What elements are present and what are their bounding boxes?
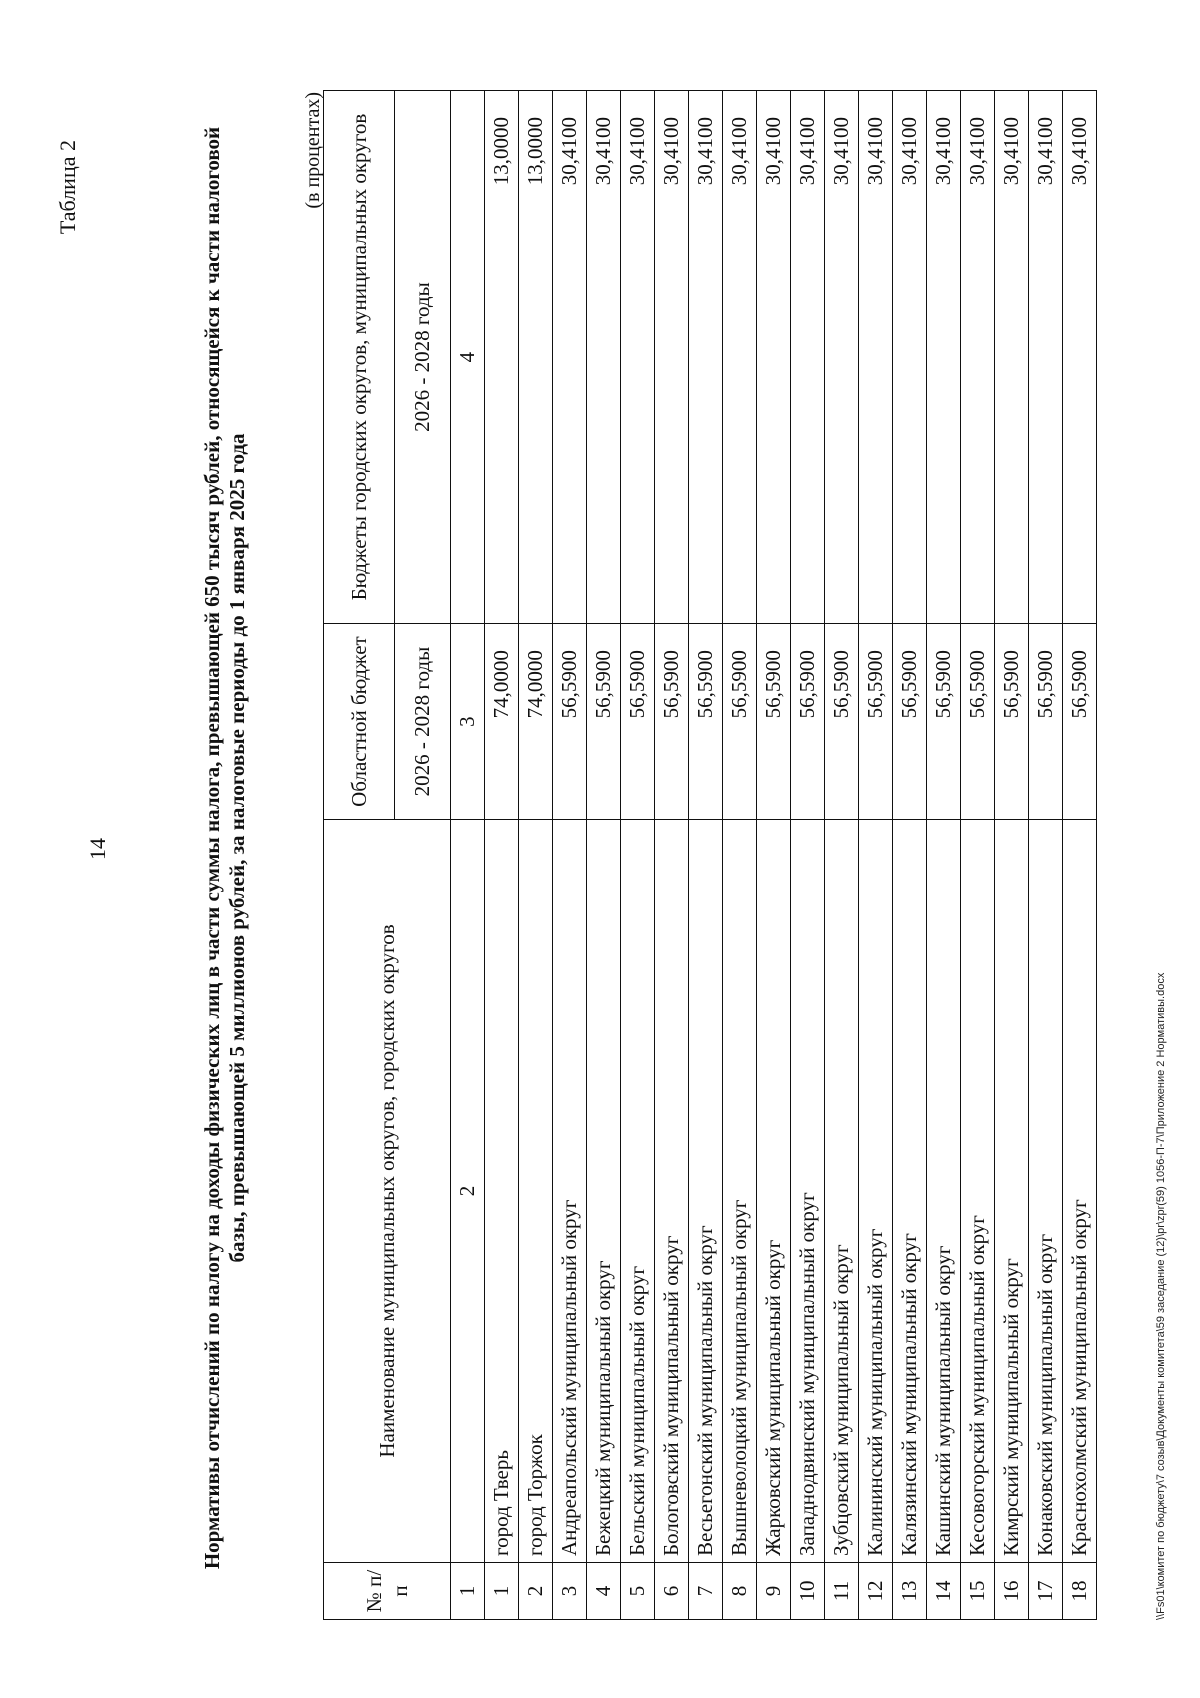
header-regional: Областной бюджет	[324, 624, 395, 820]
row-name: город Торжок	[519, 820, 553, 1563]
table-row	[621, 91, 655, 1620]
column-number: 2	[451, 820, 485, 1563]
row-name: Кесовогорский муниципальный округ	[961, 820, 995, 1563]
table-row	[757, 91, 791, 1620]
row-local-value: 30,4100	[825, 91, 859, 624]
table-row	[485, 91, 519, 1620]
row-name: Андреапольский муниципальный округ	[553, 820, 587, 1563]
table-label: Таблица 2	[55, 140, 80, 235]
row-local-value: 13,0000	[485, 91, 519, 624]
row-number: 17	[1029, 1563, 1063, 1620]
table-row	[655, 91, 689, 1620]
row-name: Бологовский муниципальный округ	[655, 820, 689, 1563]
table-column-numbers-row	[451, 91, 485, 1620]
row-number: 6	[655, 1563, 689, 1620]
row-number: 14	[927, 1563, 961, 1620]
page-number: 14	[85, 838, 110, 860]
row-local-value: 30,4100	[587, 91, 621, 624]
header-local: Бюджеты городских округов, муниципальных округов	[324, 91, 395, 624]
row-number: 7	[689, 1563, 723, 1620]
row-name: Кимрский муниципальный округ	[995, 820, 1029, 1563]
header-num: № п/п	[324, 1563, 451, 1620]
row-number: 12	[859, 1563, 893, 1620]
row-regional-value: 56,5900	[1029, 624, 1063, 820]
row-local-value: 30,4100	[655, 91, 689, 624]
row-local-value: 30,4100	[689, 91, 723, 624]
header-period-local: 2026 - 2028 годы	[395, 91, 451, 624]
row-regional-value: 56,5900	[723, 624, 757, 820]
row-regional-value: 56,5900	[927, 624, 961, 820]
column-number: 1	[451, 1563, 485, 1620]
row-name: Бежецкий муниципальный округ	[587, 820, 621, 1563]
row-number: 2	[519, 1563, 553, 1620]
row-regional-value: 56,5900	[689, 624, 723, 820]
units-note: (в процентах)	[302, 92, 324, 209]
table-body	[485, 91, 1097, 1620]
row-name: Калининский муниципальный округ	[859, 820, 893, 1563]
row-local-value: 30,4100	[553, 91, 587, 624]
row-regional-value: 56,5900	[553, 624, 587, 820]
row-name: Краснохолмский муниципальный округ	[1063, 820, 1097, 1563]
row-regional-value: 56,5900	[961, 624, 995, 820]
table-row	[689, 91, 723, 1620]
row-local-value: 30,4100	[961, 91, 995, 624]
header-period-regional: 2026 - 2028 годы	[395, 624, 451, 820]
table-row	[1029, 91, 1063, 1620]
row-name: Весьегонский муниципальный округ	[689, 820, 723, 1563]
row-regional-value: 56,5900	[893, 624, 927, 820]
row-regional-value: 74,0000	[519, 624, 553, 820]
row-regional-value: 56,5900	[1063, 624, 1097, 820]
table-header-row	[324, 91, 395, 1620]
row-local-value: 30,4100	[757, 91, 791, 624]
row-regional-value: 56,5900	[587, 624, 621, 820]
row-name: Калязинский муниципальный округ	[893, 820, 927, 1563]
row-name: Зубцовский муниципальный округ	[825, 820, 859, 1563]
row-name: город Тверь	[485, 820, 519, 1563]
row-local-value: 30,4100	[927, 91, 961, 624]
table-row	[995, 91, 1029, 1620]
table-row	[553, 91, 587, 1620]
row-number: 8	[723, 1563, 757, 1620]
row-local-value: 30,4100	[1029, 91, 1063, 624]
table-row	[927, 91, 961, 1620]
row-local-value: 30,4100	[1063, 91, 1097, 624]
row-name: Вышневолоцкий муниципальный округ	[723, 820, 757, 1563]
row-number: 13	[893, 1563, 927, 1620]
table-row	[825, 91, 859, 1620]
table-row	[893, 91, 927, 1620]
row-regional-value: 56,5900	[825, 624, 859, 820]
row-number: 5	[621, 1563, 655, 1620]
row-local-value: 30,4100	[723, 91, 757, 624]
row-regional-value: 56,5900	[859, 624, 893, 820]
row-number: 16	[995, 1563, 1029, 1620]
row-name: Жарковский муниципальный округ	[757, 820, 791, 1563]
document-title: Нормативы отчислений по налогу на доходы физических лиц в части суммы налога, превышающей 650 тысяч рублей, относящейся к части налоговой базы, превышающей 5 миллионов рублей, за налоговые периоды до 1 января 2025 года	[200, 126, 250, 1570]
row-regional-value: 74,0000	[485, 624, 519, 820]
row-number: 1	[485, 1563, 519, 1620]
row-name: Кашинский муниципальный округ	[927, 820, 961, 1563]
row-local-value: 30,4100	[791, 91, 825, 624]
row-local-value: 13,0000	[519, 91, 553, 624]
row-number: 3	[553, 1563, 587, 1620]
row-name: Конаковский муниципальный округ	[1029, 820, 1063, 1563]
row-name: Западнодвинский муниципальный округ	[791, 820, 825, 1563]
row-local-value: 30,4100	[995, 91, 1029, 624]
header-name: Наименование муниципальных округов, городских округов	[324, 820, 451, 1563]
row-regional-value: 56,5900	[621, 624, 655, 820]
file-path-footer: \\Fs01\комитет по бюджету\7 созыв\Документы комитета\59 заседание (12)\pr\zpr(59) 1056-П-7\Приложение 2 Нормативы.docx	[1155, 972, 1167, 1620]
row-regional-value: 56,5900	[791, 624, 825, 820]
table-row	[519, 91, 553, 1620]
column-number: 3	[451, 624, 485, 820]
row-regional-value: 56,5900	[995, 624, 1029, 820]
table-row	[1063, 91, 1097, 1620]
row-local-value: 30,4100	[859, 91, 893, 624]
table-row	[723, 91, 757, 1620]
norms-table	[323, 90, 1097, 1620]
column-number: 4	[451, 91, 485, 624]
row-number: 9	[757, 1563, 791, 1620]
row-number: 4	[587, 1563, 621, 1620]
row-number: 10	[791, 1563, 825, 1620]
row-name: Бельский муниципальный округ	[621, 820, 655, 1563]
table-row	[587, 91, 621, 1620]
table-row	[961, 91, 995, 1620]
row-local-value: 30,4100	[621, 91, 655, 624]
row-number: 18	[1063, 1563, 1097, 1620]
row-number: 15	[961, 1563, 995, 1620]
row-regional-value: 56,5900	[757, 624, 791, 820]
row-regional-value: 56,5900	[655, 624, 689, 820]
table-row	[859, 91, 893, 1620]
table-row	[791, 91, 825, 1620]
row-number: 11	[825, 1563, 859, 1620]
row-local-value: 30,4100	[893, 91, 927, 624]
